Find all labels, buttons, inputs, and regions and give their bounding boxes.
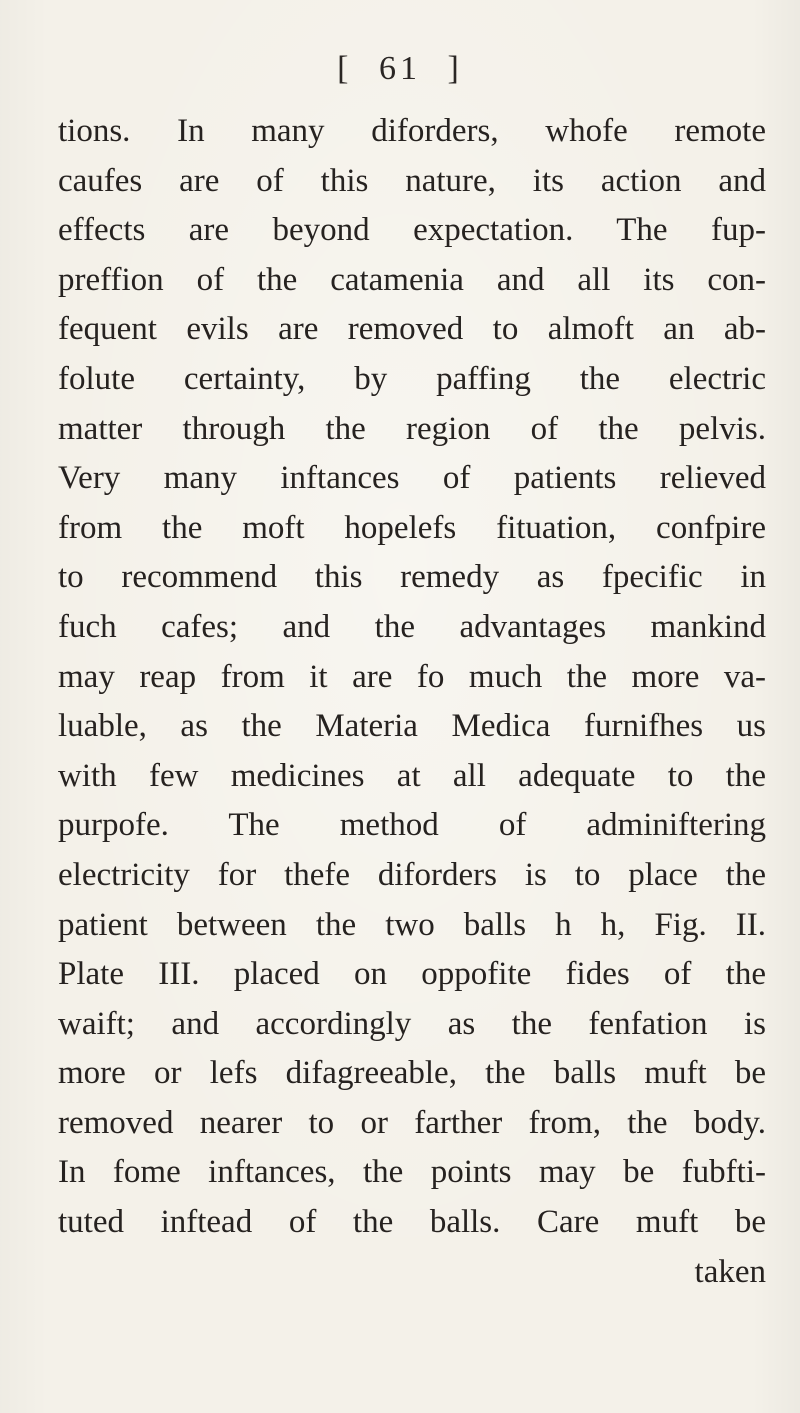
text-line: waift; and accordingly as the fenfation is (58, 1005, 766, 1042)
text-line: more or lefs difagreeable, the balls muft be (58, 1055, 766, 1092)
text-line: patient between the two balls h h, Fig. II. (58, 906, 766, 943)
text-line: effects are beyond expectation. The fup- (58, 212, 766, 249)
text-line: removed nearer to or farther from, the body. (58, 1104, 766, 1141)
text-line: fequent evils are removed to almoft an ab- (58, 311, 766, 348)
text-line: folute certainty, by paffing the electric (58, 360, 766, 397)
text-line: fuch cafes; and the advantages mankind (58, 608, 766, 645)
catchword: taken (694, 1253, 766, 1290)
text-line: Very many inftances of patients relieved (58, 460, 766, 497)
text-line: from the moft hopelefs fituation, confpire (58, 509, 766, 546)
text-line: Plate III. placed on oppofite fides of the (58, 956, 766, 993)
page-number-header: [ 61 ] (337, 50, 463, 87)
text-line: purpofe. The method of adminiftering (58, 807, 766, 844)
text-line: may reap from it are fo much the more va- (58, 658, 766, 695)
text-line: preffion of the catamenia and all its con- (58, 261, 766, 298)
text-line: tuted inftead of the balls. Care muft be (58, 1204, 766, 1241)
text-line: matter through the region of the pelvis. (58, 410, 766, 447)
text-line: caufes are of this nature, its action and (58, 162, 766, 199)
text-line: luable, as the Materia Medica furnifhes us (58, 708, 766, 745)
text-line: electricity for thefe diforders is to place the (58, 856, 766, 893)
text-line: with few medicines at all adequate to the (58, 757, 766, 794)
text-line: tions. In many diforders, whofe remote (58, 113, 766, 149)
body-text (58, 107, 766, 1297)
text-line: to recommend this remedy as fpecific in (58, 559, 766, 596)
text-line: In fome inftances, the points may be fubfti- (58, 1154, 766, 1191)
